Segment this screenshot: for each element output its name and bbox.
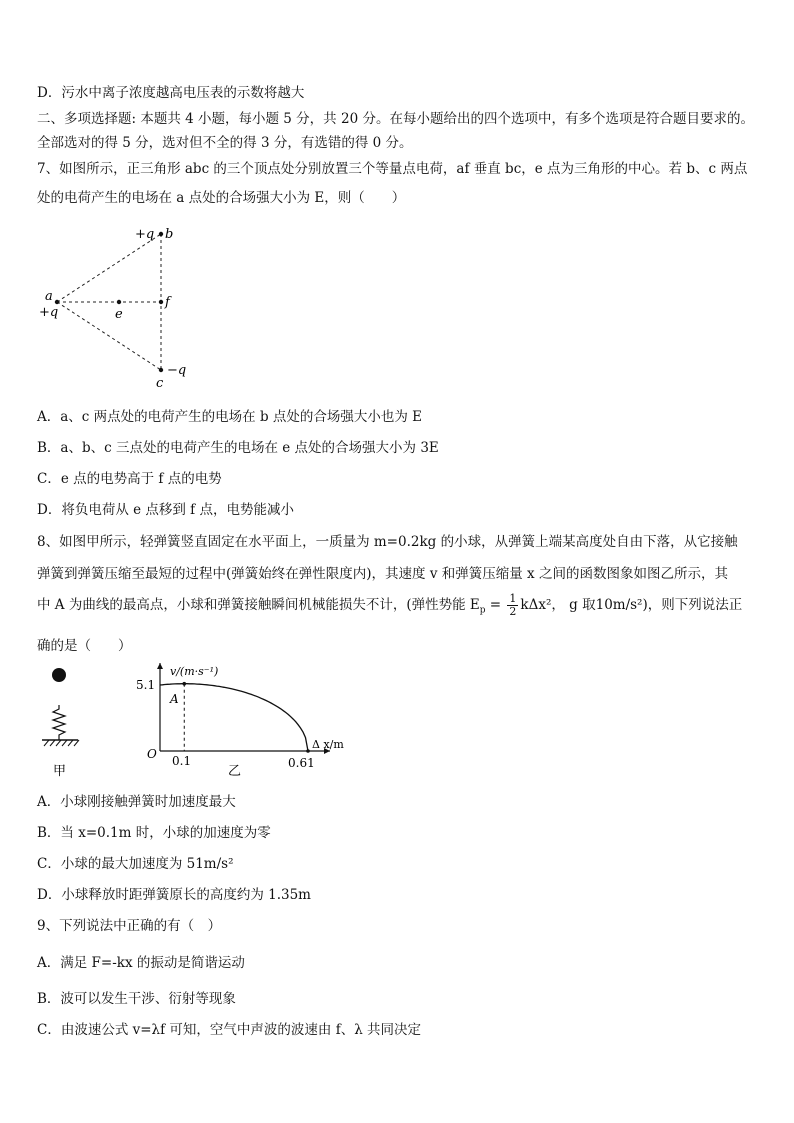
q8-stem-line2: 弹簧到弹簧压缩至最短的过程中(弹簧始终在弹性限度内)，其速度 v 和弹簧压缩量 x 之间的函数图象如图乙所示，其 [37, 566, 728, 582]
q8-fraction [507, 593, 518, 618]
chart-series-line [160, 684, 308, 751]
q9-option-a: A．满足 F=-kx 的振动是简谐运动 [37, 955, 245, 971]
edge-ac [57, 302, 161, 370]
section2-header-line2: 全部选对的得 5 分，选对但不全的得 3 分，有选错的得 0 分。 [37, 135, 413, 151]
q9-option-c: C．由波速公式 v=λf 可知，空气中声波的波速由 f、λ 共同决定 [37, 1022, 422, 1038]
chart-y-tick: 5.1 [136, 678, 156, 692]
point-b [159, 232, 163, 236]
q8-option-c: C．小球的最大加速度为 51m/s² [37, 856, 234, 872]
edge-ab [57, 234, 161, 302]
label-c: c [156, 376, 164, 391]
q7-option-d: D．将负电荷从 e 点移到 f 点，电势能减小 [37, 502, 294, 518]
chart-ylabel: v/(m·s⁻¹) [170, 665, 219, 678]
chart-y-axis-arrow [157, 663, 163, 669]
q8-frac-den: 2 [509, 605, 517, 618]
q8-stem-line3-pre: 中 A 为曲线的最高点，小球和弹簧接触瞬间机械能损失不计，(弹性势能 E [37, 597, 480, 613]
q8-frac-num: 1 [509, 592, 517, 605]
q9-stem: 9、下列说法中正确的有（ ） [37, 918, 222, 934]
q8-equals: = [485, 597, 506, 613]
ground-hatch [44, 740, 79, 746]
chart-point-end [306, 749, 310, 753]
ball [52, 668, 66, 682]
q8-stem-line3 [37, 588, 742, 628]
q7-option-c: C．e 点的电势高于 f 点的电势 [37, 471, 222, 487]
q7-stem-line1: 7、如图所示，正三角形 abc 的三个顶点处分别放置三个等量点电荷，af 垂直 bc，e 点为三角形的中心。若 b、c 两点 [37, 161, 748, 177]
section2-header-line1: 二、多项选择题: 本题共 4 小题，每小题 5 分，共 20 分。在每小题给出的四个选项中，有多个选项是符合题目要求的。 [37, 111, 754, 127]
chart-x-tick-1: 0.1 [172, 754, 192, 768]
chart-origin: O [147, 747, 157, 761]
label-e: e [115, 307, 123, 322]
q7-stem-line2: 处的电荷产生的电场在 a 点处的合场强大小为 E，则（ ） [37, 190, 406, 206]
q7-option-b: B．a、b、c 三点处的电荷产生的电场在 e 点处的合场强大小为 3E [37, 440, 439, 456]
point-f [159, 300, 163, 304]
q6-option-d: D．污水中离子浓度越高电压表的示数将越大 [37, 85, 305, 101]
q8-option-b: B．当 x=0.1m 时，小球的加速度为零 [37, 825, 271, 841]
label-jia: 甲 [53, 764, 67, 779]
q8-ep-subscript: p [479, 605, 486, 616]
q8-chart-yi [130, 655, 360, 780]
chart-peak-label: A [170, 692, 179, 706]
label-yi: 乙 [228, 764, 242, 779]
label-f: f [165, 295, 170, 310]
chart-x-tick-2: 0.61 [288, 756, 315, 770]
chart-point-peak [182, 682, 186, 686]
q8-stem-line1: 8、如图甲所示，轻弹簧竖直固定在水平面上，一质量为 m=0.2kg 的小球，从弹簧上端某高度处自由下落，从它接触 [37, 534, 738, 550]
label-c-charge: −q [167, 363, 187, 378]
q7-option-a: A．a、c 两点处的电荷产生的电场在 b 点处的合场强大小也为 E [37, 409, 423, 425]
label-a-charge: +q [39, 305, 59, 320]
point-a [55, 300, 59, 304]
q8-option-a: A．小球刚接触弹簧时加速度最大 [37, 794, 236, 810]
point-c [159, 368, 163, 372]
q7-triangle-figure [35, 222, 195, 392]
q8-stem-line3-post: kΔx²， g 取10m/s²)，则下列说法正 [520, 597, 743, 613]
label-b-charge: +q [135, 227, 155, 242]
q9-option-b: B．波可以发生干涉、衍射等现象 [37, 991, 236, 1007]
q8-stem-line4: 确的是（ ） [37, 638, 132, 654]
spring [53, 705, 65, 740]
q8-figure-jia [36, 660, 96, 780]
point-e [117, 300, 121, 304]
label-b: b [165, 227, 174, 242]
q8-option-d: D．小球释放时距弹簧原长的高度约为 1.35m [37, 887, 311, 903]
label-a: a [45, 289, 53, 304]
chart-xlabel: Δ x/m [312, 738, 344, 751]
